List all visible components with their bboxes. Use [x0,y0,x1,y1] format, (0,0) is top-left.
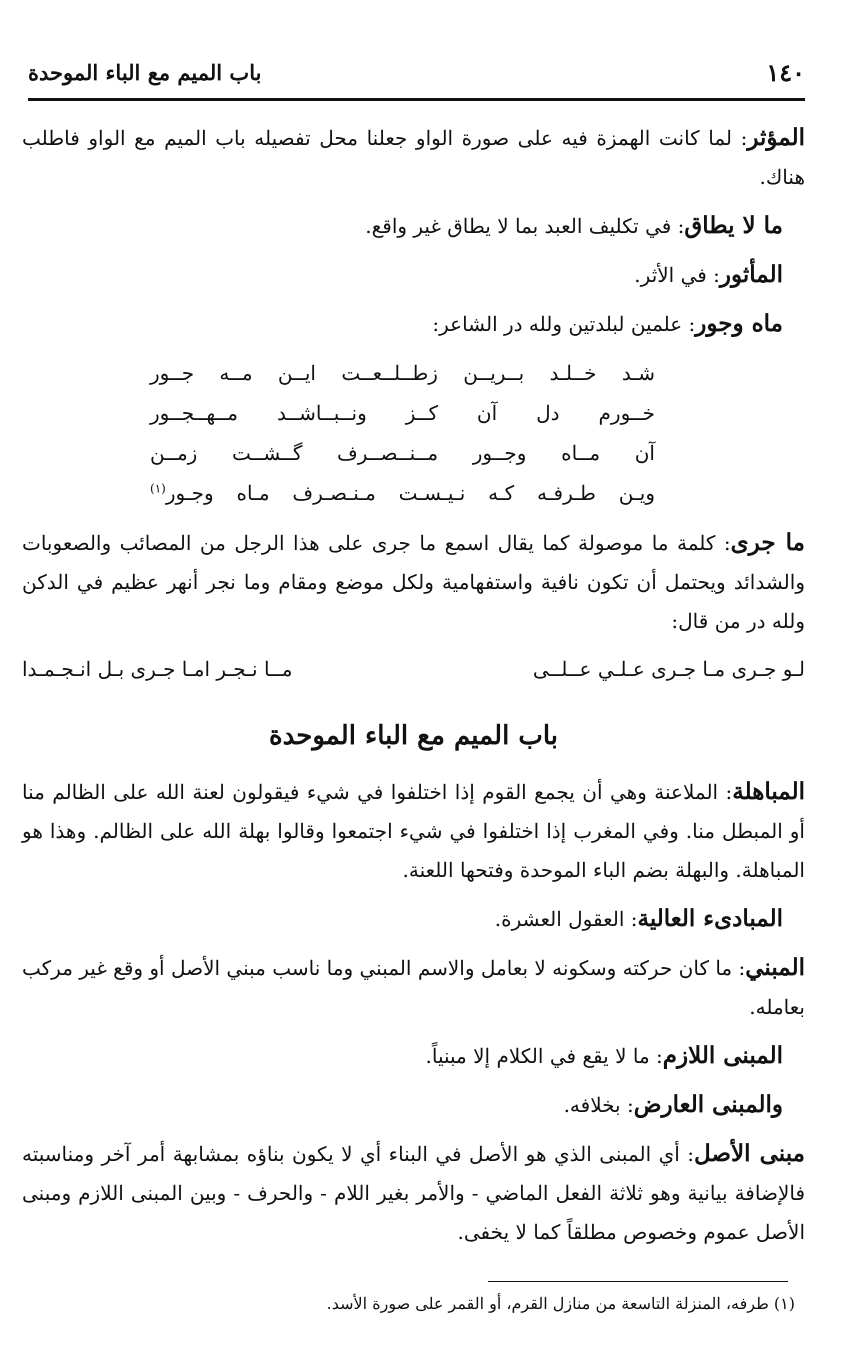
verse-line: آن مــاه وجــور مــنــصــرف گــشــت زمــن [150,441,655,465]
entry-definition: : ما لا يقع في الكلام إلا مبنياً. [425,1044,663,1068]
entry-mah-wajur [22,304,805,344]
entry-mabna-alasl [22,1134,805,1252]
entry-term: المؤثر [747,124,805,151]
entry-definition: : الملاعنة وهي أن يجمع القوم إذا اختلفوا في شيء فيقولون لعنة الله على الظالم منا أو المبطل منا. وفي المغرب إذا اختلفوا في شيء اجتمعوا وقالوا بهلة الله على الظالم. وهذا هو المباهلة. والبهلة بضم الباء الموحدة وفتحها اللعنة. [22,780,805,882]
entry-term: ما جرى [730,529,805,556]
footnote-divider [488,1281,788,1282]
entry-term: المبنى اللازم [662,1042,783,1069]
verse-line: شـد خــلـد بــريــن زطــلــعــت ايــن مــه جــور [150,361,655,385]
entry-almabni [22,948,805,1027]
entry-term: المأثور [719,261,783,288]
entry-term: المبادىء العالية [637,905,783,932]
entry-almuaththir [22,118,805,197]
page-body [22,118,805,1261]
entry-definition: : في الأثر. [634,263,720,287]
entry-term: ماه وجور [695,310,783,337]
entry-definition: : العقول العشرة. [494,907,638,931]
page-number: ١٤٠ [766,58,805,87]
entry-definition: : أي المبنى الذي هو الأصل في البناء أي لا يكون بناؤه بمشابهة أمر آخر ومناسبته فالإضافة بيانية وهو ثلاثة الفعل الماضي - والأمر بغير اللام - والحرف - وبين المبنى اللازم ومبنى الأصل عموم وخصوص مطلقاً كما لا يخفى. [22,1142,805,1244]
entry-definition: : كلمة ما موصولة كما يقال اسمع ما جرى على هذا الرجل من المصائب والصعوبات والشدائد ويحتمل أن تكون نافية واستفهامية ولكل موضع ومقام وما نجر أنهر عظيم في الدكن ولله در من قال: [22,531,805,633]
entry-term: ما لا يطاق [684,212,783,239]
entry-almubahala [22,772,805,890]
entry-term: المبني [745,954,805,981]
verse-first-hemistich: لـو جـرى مـا جـرى عـلـي عــلــى [532,657,805,681]
running-title: باب الميم مع الباء الموحدة [28,60,262,85]
entry-almabadi [22,899,805,939]
verse-text: ويـن طـرفـه كـه نـيـسـت مـنـصـرف مـاه وجـور [165,481,655,505]
entry-term: مبنى الأصل [694,1140,805,1167]
persian-verses [150,353,655,513]
footnote: (١) طرفه، المنزلة التاسعة من منازل القرم، أو القمر على صورة الأسد. [326,1294,795,1313]
entry-definition: : ما كان حركته وسكونه لا بعامل والاسم المبني وما ناسب مبني الأصل أو وقع غير مركب بعامله. [22,956,805,1019]
entry-definition: : علمين لبلدتين ولله در الشاعر: [432,312,696,336]
footnote-reference: (١) [150,481,166,496]
verse-second-hemistich: مــا نـجـر امـا جـرى بـل انـجـمـدا [22,657,293,681]
entry-term: المباهلة [732,778,805,805]
entry-almathur [22,255,805,295]
arabic-verse [22,650,805,689]
verse-line: خــورم دل آن كــز ونــبــاشــد مــهــجــور [150,401,655,425]
entry-definition: : بخلافه. [563,1093,634,1117]
entry-almabni-alarid [22,1085,805,1125]
verse-line [150,473,655,513]
section-heading: باب الميم مع الباء الموحدة [268,721,559,751]
entry-ma-jara [22,523,805,641]
entry-definition: : في تكليف العبد بما لا يطاق غير واقع. [365,214,685,238]
page-header [28,58,805,101]
entry-almabni-allazim [22,1036,805,1076]
entry-ma-la-yutaq [22,206,805,246]
entry-term: والمبنى العارض [633,1091,783,1118]
entry-definition: : لما كانت الهمزة فيه على صورة الواو جعلنا محل تفصيله باب الميم مع الواو فاطلب هناك. [22,126,805,189]
